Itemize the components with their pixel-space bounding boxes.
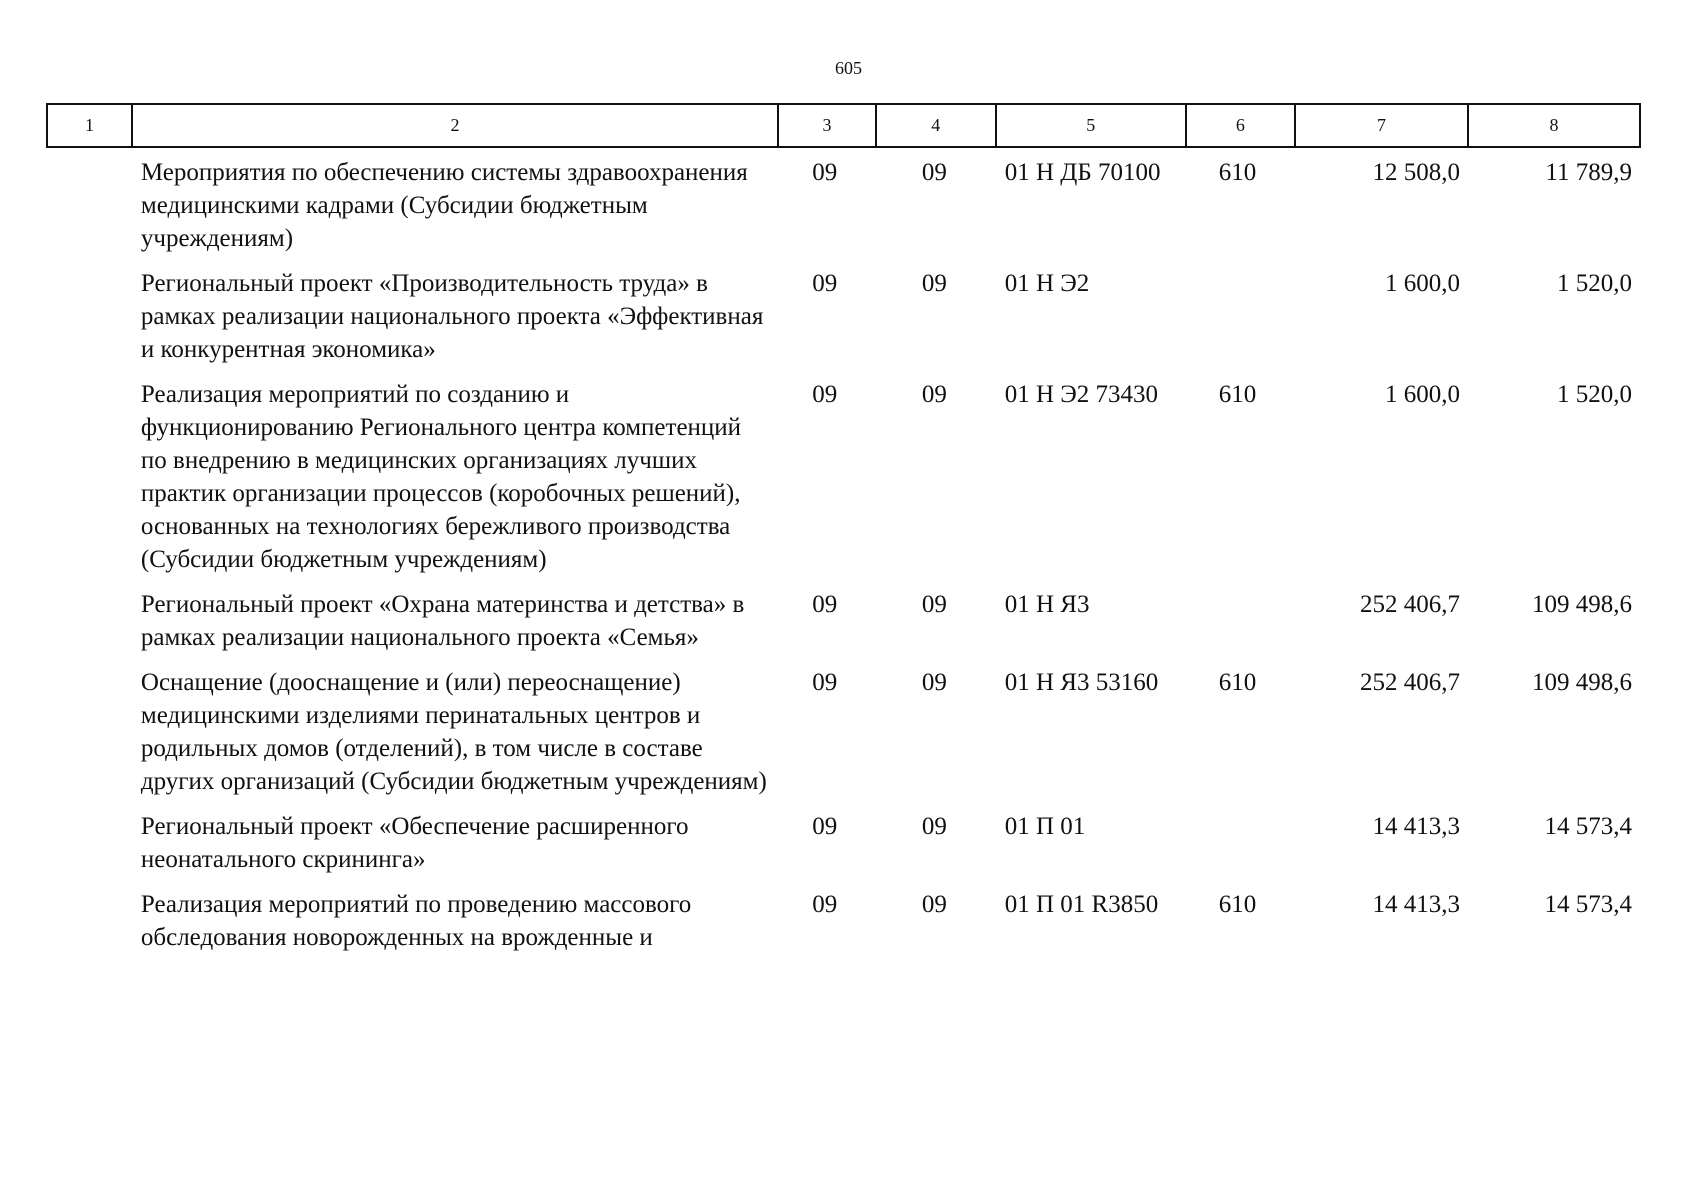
expense-type-code: 610 xyxy=(1218,669,1257,696)
section-code: 09 xyxy=(812,891,838,918)
amount-column-7: 252 406,7 xyxy=(1360,669,1461,696)
column-header-3: 3 xyxy=(778,104,876,147)
amount-column-8: 14 573,4 xyxy=(1544,891,1632,918)
target-article-code: 01 Н Э2 xyxy=(1004,270,1090,297)
row-number-cell xyxy=(47,654,132,798)
expense-type-code: 610 xyxy=(1218,891,1257,918)
section-code: 09 xyxy=(812,159,838,186)
table-row xyxy=(47,798,1640,876)
expense-type-code xyxy=(1186,798,1295,876)
table-row xyxy=(47,366,1640,576)
expense-type-code xyxy=(1186,255,1295,366)
row-number-cell xyxy=(47,876,132,954)
expense-type-code xyxy=(1186,576,1295,654)
item-name: Региональный проект «Обеспечение расширенного неонатального скрининга» xyxy=(140,813,689,873)
section-code: 09 xyxy=(812,270,838,297)
column-header-6: 6 xyxy=(1186,104,1295,147)
amount-column-8: 11 789,9 xyxy=(1545,159,1632,186)
budget-table xyxy=(46,103,1641,954)
section-code: 09 xyxy=(812,381,838,408)
table-row xyxy=(47,876,1640,954)
section-code: 09 xyxy=(812,669,838,696)
subsection-code: 09 xyxy=(921,669,947,696)
section-code: 09 xyxy=(812,813,838,840)
row-number-cell xyxy=(47,576,132,654)
section-code: 09 xyxy=(812,591,838,618)
amount-column-7: 1 600,0 xyxy=(1385,270,1461,297)
target-article-code: 01 Н Э2 73430 xyxy=(1004,381,1159,408)
item-name: Оснащение (дооснащение и (или) переоснащение) медицинскими изделиями перинатальных центров и родильных домов (отделений), в том числе в составе других организаций (Субсидии бюджетным учреждениям) xyxy=(140,669,767,795)
item-name: Мероприятия по обеспечению системы здравоохранения медицинскими кадрами (Субсидии бюджетным учреждениям) xyxy=(140,159,748,252)
expense-type-code: 610 xyxy=(1218,159,1257,186)
page-number: 605 xyxy=(835,58,862,78)
amount-column-8: 1 520,0 xyxy=(1557,270,1632,297)
amount-column-7: 14 413,3 xyxy=(1372,891,1461,918)
item-name: Региональный проект «Охрана материнства и детства» в рамках реализации национального проекта «Семья» xyxy=(140,591,745,651)
row-number-cell xyxy=(47,798,132,876)
target-article-code: 01 П 01 xyxy=(1004,813,1086,840)
item-name: Региональный проект «Производительность труда» в рамках реализации национального проекта «Эффективная и конкурентная экономика» xyxy=(140,270,764,363)
column-number-header-row xyxy=(47,104,1640,147)
table-row xyxy=(47,147,1640,255)
target-article-code: 01 П 01 R3850 xyxy=(1004,891,1159,918)
subsection-code: 09 xyxy=(921,891,947,918)
column-header-2: 2 xyxy=(132,104,778,147)
column-header-8: 8 xyxy=(1468,104,1640,147)
amount-column-8: 14 573,4 xyxy=(1544,813,1632,840)
amount-column-8: 109 498,6 xyxy=(1532,591,1632,618)
expense-type-code: 610 xyxy=(1218,381,1257,408)
amount-column-7: 252 406,7 xyxy=(1360,591,1461,618)
table-row xyxy=(47,576,1640,654)
row-number-cell xyxy=(47,366,132,576)
column-header-5: 5 xyxy=(996,104,1186,147)
subsection-code: 09 xyxy=(921,591,947,618)
item-name: Реализация мероприятий по созданию и функционированию Регионального центра компетенций по внедрению в медицинских организациях лучших практик организации процессов (коробочных решений), основанных на технологиях бережливого производства (Субсидии бюджетным учреждениям) xyxy=(140,381,742,573)
amount-column-7: 14 413,3 xyxy=(1372,813,1461,840)
subsection-code: 09 xyxy=(921,381,947,408)
column-header-7: 7 xyxy=(1295,104,1468,147)
item-name: Реализация мероприятий по проведению массового обследования новорожденных на врожденные и xyxy=(140,891,692,951)
row-number-cell xyxy=(47,147,132,255)
target-article-code: 01 Н Я3 xyxy=(1004,591,1090,618)
table-row xyxy=(47,654,1640,798)
table-row xyxy=(47,255,1640,366)
target-article-code: 01 Н Я3 53160 xyxy=(1004,669,1159,696)
amount-column-7: 12 508,0 xyxy=(1372,159,1461,186)
subsection-code: 09 xyxy=(921,270,947,297)
column-header-1: 1 xyxy=(47,104,132,147)
row-number-cell xyxy=(47,255,132,366)
amount-column-7: 1 600,0 xyxy=(1385,381,1461,408)
target-article-code: 01 Н ДБ 70100 xyxy=(1004,159,1161,186)
amount-column-8: 109 498,6 xyxy=(1532,669,1632,696)
subsection-code: 09 xyxy=(921,159,947,186)
subsection-code: 09 xyxy=(921,813,947,840)
amount-column-8: 1 520,0 xyxy=(1557,381,1632,408)
column-header-4: 4 xyxy=(876,104,996,147)
